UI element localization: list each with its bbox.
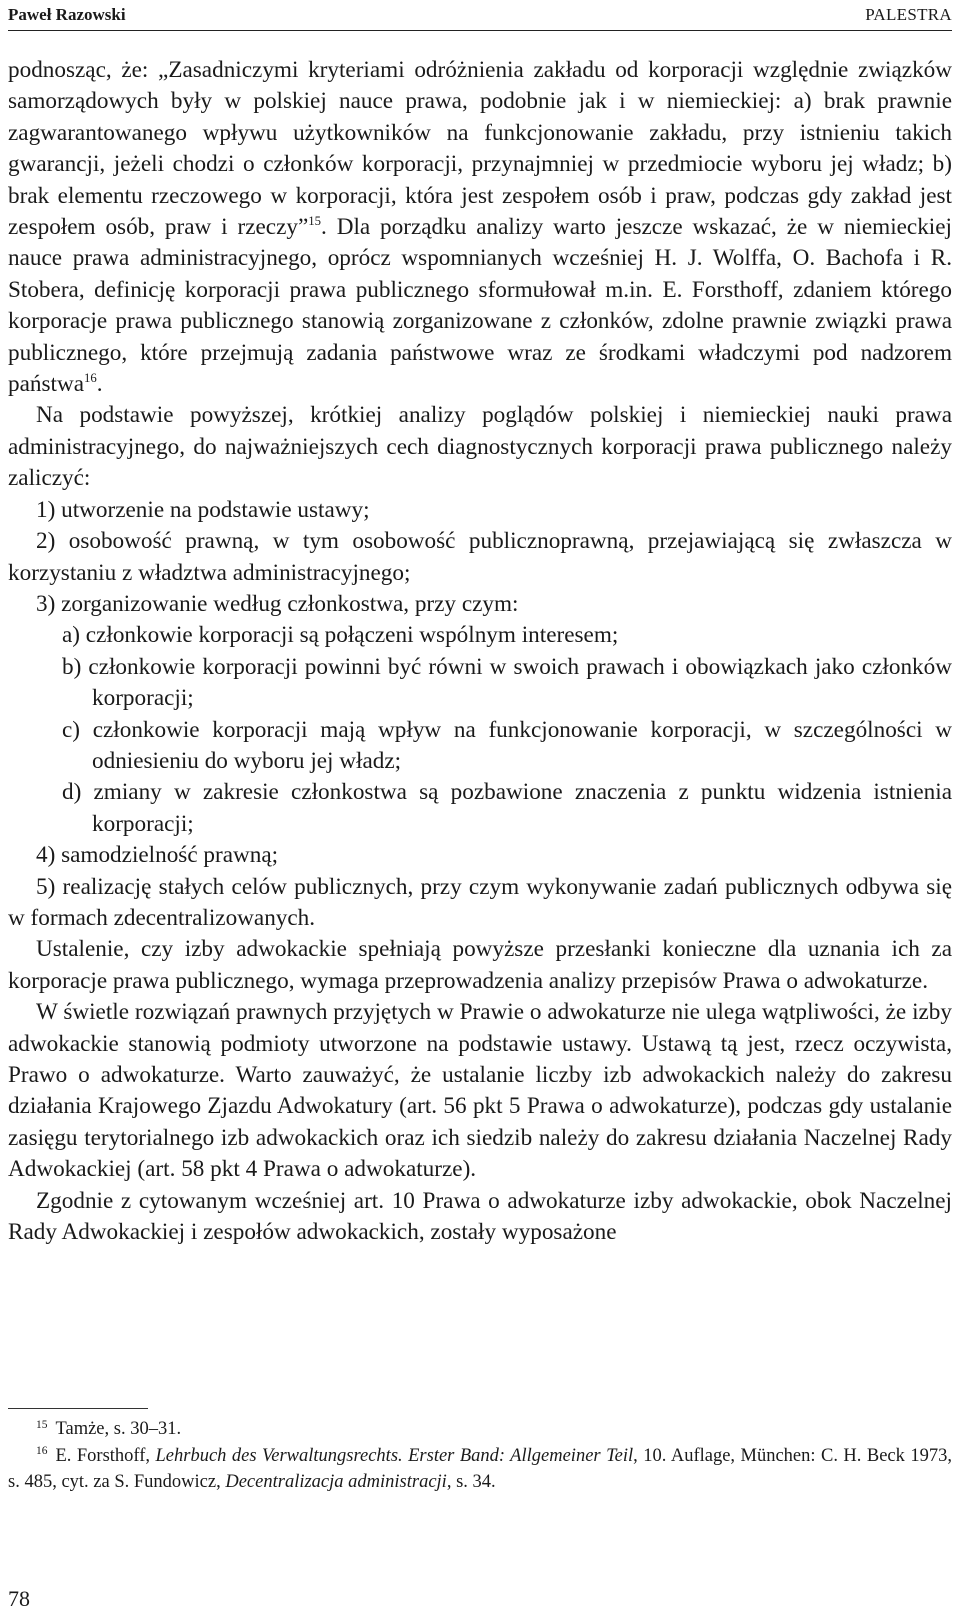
paragraph-criteria-intro: Na podstawie powyższej, krótkiej analizy poglądów polskiej i niemieckiej nauki prawa administracyjnego, do najważniejszych cech diagnostycznych korporacji prawa publicznego należy zaliczyć: xyxy=(8,402,952,492)
paragraph-text: . Dla porządku analizy warto jeszcze wskazać, że w niemieckiej nauce prawa administracyjnego, oprócz wspomnianych wcześniej H. J. Wolffa, O. Bachofa i R. Stobera, definicję korporacji prawa publicznego sformułował m.in. E. Forsthoff, zdaniem którego korporacje prawa publicznego stanowią zorganizowane z członków, zdolne prawnie związki prawa publicznego, które przejmują zadania państwowe wraz ze środkami władczymi pod nadzorem państwa xyxy=(8,214,952,398)
list-item-1: 1) utworzenie na podstawie ustawy; xyxy=(36,496,370,523)
footnote-ref-15[interactable]: 15 xyxy=(308,214,322,229)
list-subitem-d: d) zmiany w zakresie członkostwa są pozbawione znaczenia z punktu widzenia istnienia korporacji; xyxy=(62,779,952,837)
paragraph-art10: Zgodnie z cytowanym wcześniej art. 10 Prawa o adwokaturze izby adwokackie, obok Naczelnej Rady Adwokackiej i zespołów adwokackich, zostały wyposażone xyxy=(8,1187,952,1246)
page-number: 78 xyxy=(8,1586,30,1611)
list-item-4: 4) samodzielność prawną; xyxy=(36,842,279,869)
paragraph-statute: W świetle rozwiązań prawnych przyjętych w Prawie o adwokaturze nie ulega wątpliwości, że izby adwokackie stanowią podmioty utworzone na podstawie ustawy. Ustawą tą jest, rzecz oczywista, Prawo o adwokaturze. Warto zauważyć, że ustalanie liczby izb adwokackich należy do zakresu działania Krajowego Zjazdu Adwokatury (art. 56 pkt 5 Prawa o adwokaturze), podczas gdy ustalanie zasięgu terytorialnego izb adwokackich oraz ich siedzib należy do zakresu działania Naczelnej Rady Adwokackiej (art. 58 pkt 4 Prawa o adwokaturze). xyxy=(8,999,952,1183)
paragraph-analysis: Ustalenie, czy izby adwokackie spełniają powyższe przesłanki konieczne dla uznania ich za korporacje prawa publicznego, wymaga przeprowadzenia analizy przepisów Prawa o adwokaturze. xyxy=(8,936,952,994)
list-item-3: 3) zorganizowanie według członkostwa, przy czym: xyxy=(36,590,519,617)
footnote-16 xyxy=(8,1443,952,1496)
running-header xyxy=(8,2,952,31)
cited-work-title: Decentralizacja administracji xyxy=(225,1472,447,1493)
footnote-text: , s. 34. xyxy=(446,1472,496,1493)
list-subitem-c: c) członkowie korporacji mają wpływ na funkcjonowanie korporacji, w szczególności w odniesieniu do wyboru jej władz; xyxy=(62,716,952,774)
footnote-ref-16[interactable]: 16 xyxy=(83,371,97,386)
footnote-text: Tamże, s. 30–31. xyxy=(55,1419,182,1439)
footnote-divider xyxy=(8,1408,148,1409)
footnote-text: E. Forsthoff, xyxy=(55,1445,156,1466)
paragraph-text: . xyxy=(96,371,103,398)
footnote-number: 15 xyxy=(36,1418,48,1431)
footnote-text: , 10. Auflage, München: C. H. Beck 1973, s. 485, cyt. za S. Fundowicz, xyxy=(8,1445,952,1493)
paragraph-continuation xyxy=(8,55,952,400)
cited-work-title: Lehrbuch des Verwaltungsrechts. Erster Band: Allgemeiner Teil xyxy=(155,1445,634,1466)
header-author: Paweł Razowski xyxy=(8,5,126,24)
footnote-15 xyxy=(8,1416,952,1443)
footnote-number: 16 xyxy=(36,1445,48,1458)
footnotes xyxy=(8,1416,952,1496)
body-text xyxy=(8,55,952,1248)
list-subitem-a: a) członkowie korporacji są połączeni wspólnym interesem; xyxy=(62,622,619,649)
list-subitem-b: b) członkowie korporacji powinni być równi w swoich prawach i obowiązkach jako członków korporacji; xyxy=(62,653,952,712)
list-item-2: 2) osobowość prawną, w tym osobowość publicznoprawną, przejawiającą się zwłaszcza w korzystaniu z władztwa administracyjnego; xyxy=(8,528,952,586)
paragraph-text: podnosząc, że: „Zasadniczymi kryteriami odróżnienia zakładu od korporacji względnie związków samorządowych były w polskiej nauce prawa, podobnie jak i w niemieckiej: a) brak prawnie zagwarantowanego wpływu użytkowników na funkcjonowanie zakładu, przy istnieniu takich gwarancji, jeżeli chodzi o członków korporacji, przynajmniej w przedmiocie wyboru jej władz; b) brak elementu rzeczowego w korporacji, która jest zespołem osób i praw, podczas gdy zakład jest zespołem osób, praw i rzeczy” xyxy=(8,57,952,241)
list-item-5: 5) realizację stałych celów publicznych, przy czym wykonywanie zadań publicznych odbywa się w formach zdecentralizowanych. xyxy=(8,873,952,931)
header-journal-title: PALESTRA xyxy=(865,5,952,24)
